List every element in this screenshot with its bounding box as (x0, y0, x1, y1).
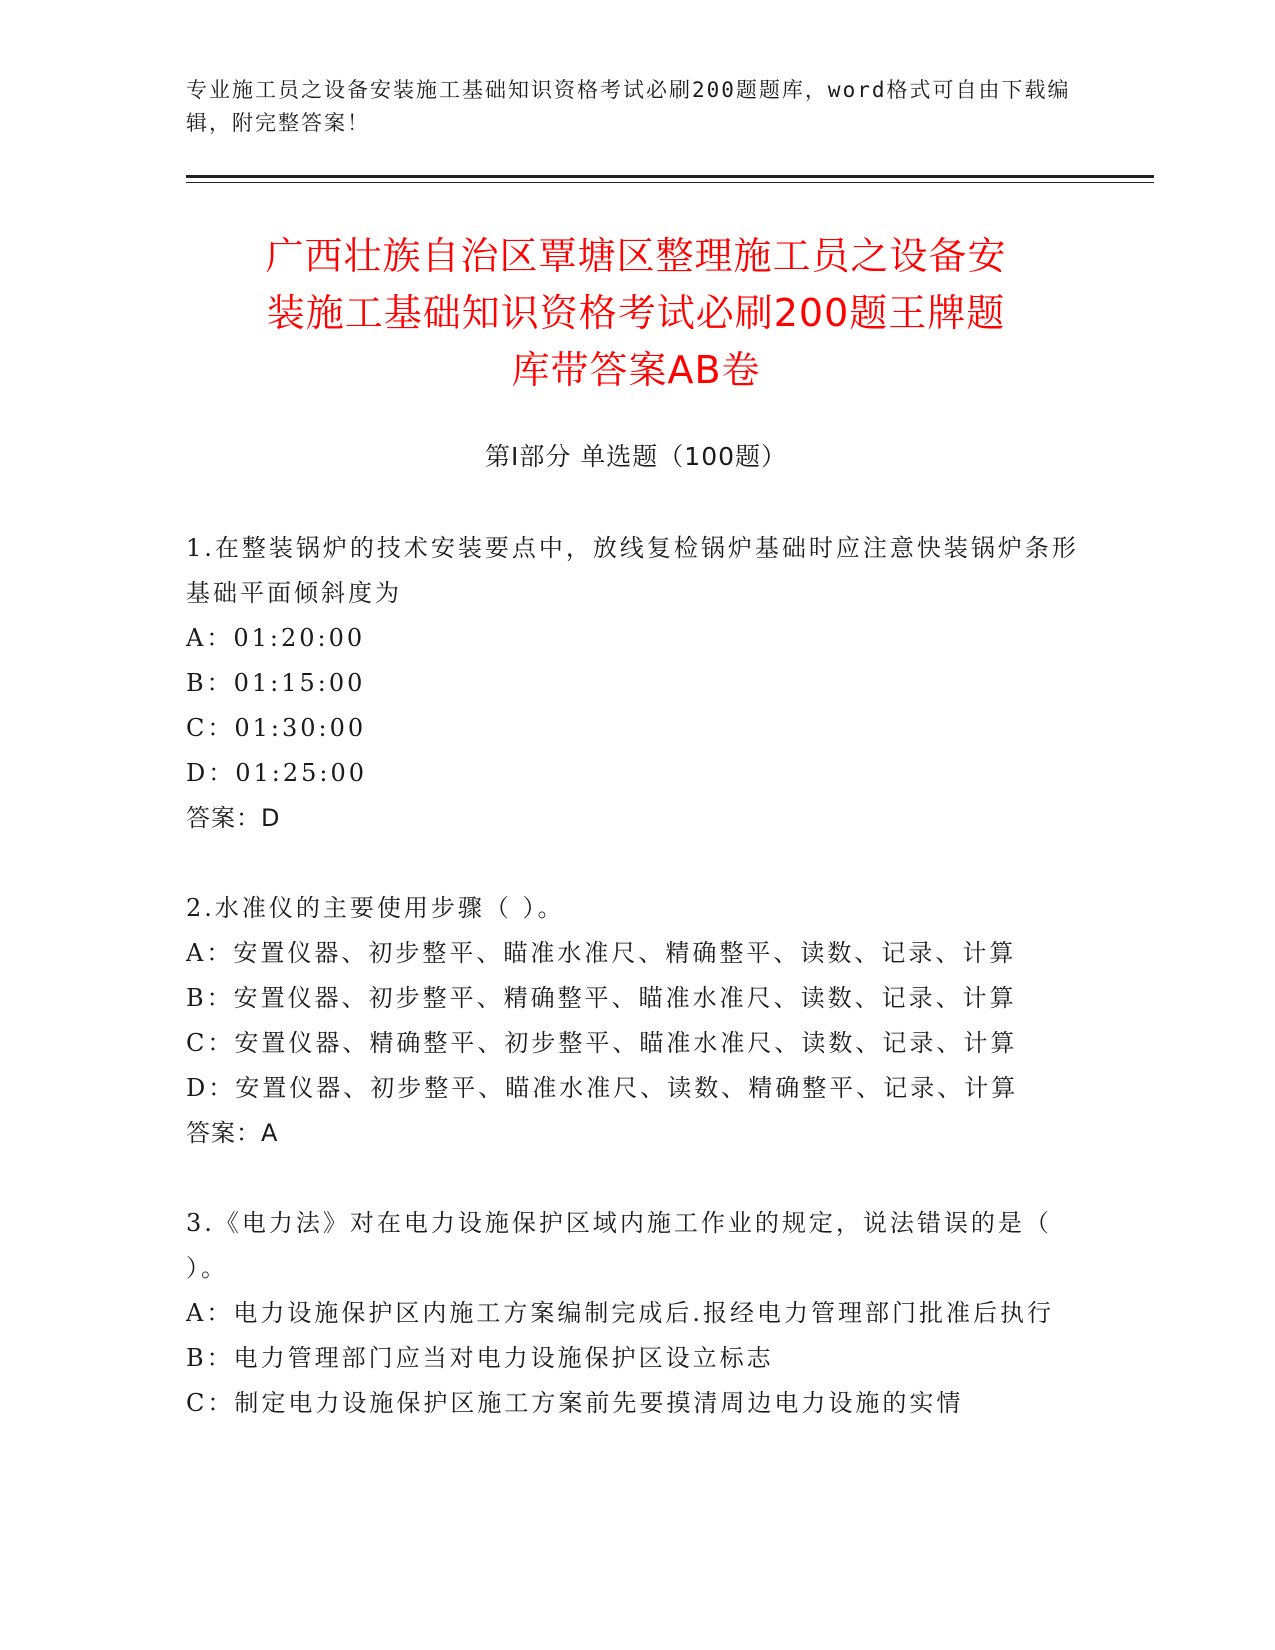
option-d: D：安置仪器、初步整平、瞄准水准尺、读数、精确整平、记录、计算 (186, 1074, 1019, 1102)
question-2 (186, 886, 1086, 1156)
answer: 答案：D (186, 804, 281, 832)
option-c: C：01:30:00 (186, 714, 367, 742)
option-b: B：01:15:00 (186, 669, 366, 697)
header-note: 专业施工员之设备安装施工基础知识资格考试必刷200题题库，word格式可自由下载编辑，附完整答案！ (186, 78, 1071, 135)
option-d: D：01:25:00 (186, 759, 368, 787)
header-rule-thin (186, 182, 1154, 183)
question-3 (186, 1201, 1086, 1426)
title-line-3: 库带答案AB卷 (511, 348, 761, 392)
option-a: A：安置仪器、初步整平、瞄准水准尺、精确整平、读数、记录、计算 (186, 939, 1017, 967)
question-1 (186, 526, 1086, 841)
option-c: C：制定电力设施保护区施工方案前先要摸清周边电力设施的实情 (186, 1389, 964, 1417)
option-c: C：安置仪器、精确整平、初步整平、瞄准水准尺、读数、记录、计算 (186, 1029, 1018, 1057)
option-b: B：电力管理部门应当对电力设施保护区设立标志 (186, 1344, 774, 1372)
question-stem: 1.在整装锅炉的技术安装要点中，放线复检锅炉基础时应注意快装锅炉条形基础平面倾斜度为 (186, 534, 1079, 607)
document-title (186, 228, 1086, 399)
option-b: B：安置仪器、初步整平、精确整平、瞄准水准尺、读数、记录、计算 (186, 984, 1017, 1012)
question-stem: 3.《电力法》对在电力设施保护区域内施工作业的规定，说法错误的是（ ）。 (186, 1209, 1052, 1282)
section-heading: 第Ⅰ部分 单选题（100题） (484, 442, 788, 471)
title-line-2: 装施工基础知识资格考试必刷200题王牌题 (266, 291, 1006, 335)
option-a: A：01:20:00 (186, 624, 366, 652)
option-a: A：电力设施保护区内施工方案编制完成后.报经电力管理部门批准后执行 (186, 1299, 1054, 1327)
question-stem: 2.水准仪的主要使用步骤（ ）。 (186, 894, 565, 922)
question-list (186, 526, 1086, 1471)
title-line-1: 广西壮族自治区覃塘区整理施工员之设备安 (265, 234, 1007, 278)
answer: 答案：A (186, 1119, 279, 1147)
header-rule-thick (186, 175, 1154, 178)
